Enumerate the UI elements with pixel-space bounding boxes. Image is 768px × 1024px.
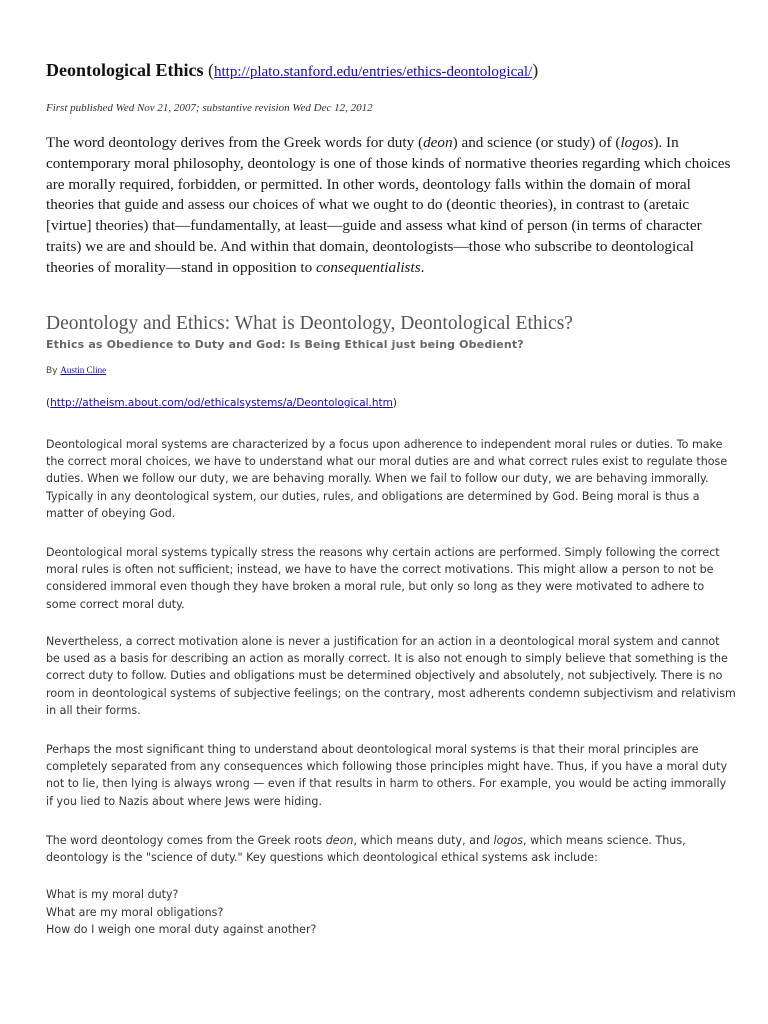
intro-paragraph [46, 133, 736, 279]
url-close-paren: ) [392, 397, 397, 409]
etymology-text-2: , which means duty, and [353, 834, 494, 847]
intro-text-4: . [420, 258, 425, 276]
key-questions-list [46, 886, 316, 939]
body-paragraph: Nevertheless, a correct motivation alone is never a justification for an action in a deontological moral system and cannot be used as a basis for describing an action as morally correct. It is also not enough to simply believe that something is the correct duty to follow. Duties and obligations must be determined objectively and absolutely, not subjectively. There is no room in deontological systems of subjective feelings; on the contrary, most adherents condemn subjectivism and relativism in all their forms. [46, 635, 736, 717]
url-open-paren: ( [46, 397, 51, 409]
etymology-text-3: , which means science. Thus, deontology is the "science of duty." Key questions which deontological ethical systems ask include: [46, 834, 686, 865]
intro-term-logos: logos [620, 134, 654, 151]
document-title-line [46, 58, 538, 84]
about-url-link[interactable]: http://atheism.about.com/od/ethicalsystems/a/Deontological.htm [50, 397, 393, 409]
body-paragraph: Deontological moral systems typically stress the reasons why certain actions are performed. Simply following the correct moral rules is often not sufficient; instead, we have to have the correct motivations. This might allow a person to not be considered immoral even though they have broken a moral rule, but only so long as they were motivated to adhere to some correct moral duty. [46, 546, 720, 611]
body-paragraph: Perhaps the most significant thing to understand about deontological moral systems is that their moral principles are completely separated from any consequences which following those principles might have. Thus, if you have a moral duty not to lie, then lying is always wrong — even if that results in harm to others. For example, you would be acting immorally if you lied to Nazis about where Jews were hiding. [46, 743, 728, 808]
intro-text-2: ) and science (or study) of ( [452, 134, 621, 151]
article-url-line [46, 397, 397, 409]
title-close-paren: ) [532, 60, 539, 80]
stanford-url-link[interactable]: http://plato.stanford.edu/entries/ethics-deontological/ [214, 64, 533, 80]
byline [46, 365, 106, 376]
intro-text-1: The word deontology derives from the Greek words for duty ( [46, 134, 424, 151]
etymology-text-1: The word deontology comes from the Greek roots [46, 834, 326, 847]
list-item: What is my moral duty? [46, 888, 179, 901]
list-item: What are my moral obligations? [46, 905, 224, 919]
body-paragraph-etymology [46, 832, 736, 866]
publication-info: First published Wed Nov 21, 2007; substantive revision Wed Dec 12, 2012 [46, 102, 373, 114]
document-title: Deontological Ethics [46, 60, 204, 80]
intro-text-3: ). In contemporary moral philosophy, deontology is one of those kinds of normative theories regarding which choices are morally required, forbidden, or permitted. In other words, deontology falls within the domain of moral theories that guide and assess our choices of what we ought to do (deontic theories), in contrast to (aretaic [virtue] theories) that—fundamentally, at least—guide and assess what kind of person (in terms of character traits) we are and should be. And within that domain, deontologists—those who subscribe to deontological theories of morality—stand in opposition to [46, 134, 731, 276]
etymology-term-logos: logos [493, 834, 524, 847]
body-paragraph: Deontological moral systems are characterized by a focus upon adherence to independent moral rules or duties. To make the correct moral choices, we have to understand what our moral duties are and what correct rules exist to regulate those duties. When we follow our duty, we are behaving morally. When we fail to follow our duty, we are behaving immorally. Typically in any deontological system, our duties, rules, and obligations are determined by God. Being moral is thus a matter of obeying God. [46, 438, 728, 520]
author-link[interactable]: Austin Cline [60, 365, 107, 375]
article-subheading: Ethics as Obedience to Duty and God: Is Being Ethical just being Obedient? [46, 338, 524, 351]
intro-term-consequentialists: consequentialists [315, 258, 421, 276]
title-open-paren: ( [203, 60, 214, 80]
article-heading: Deontology and Ethics: What is Deontology, Deontological Ethics? [46, 313, 573, 334]
intro-term-deon: deon [423, 134, 453, 151]
etymology-term-deon: deon [325, 834, 354, 847]
list-item: How do I weigh one moral duty against another? [46, 923, 317, 936]
byline-label: By [46, 366, 58, 376]
